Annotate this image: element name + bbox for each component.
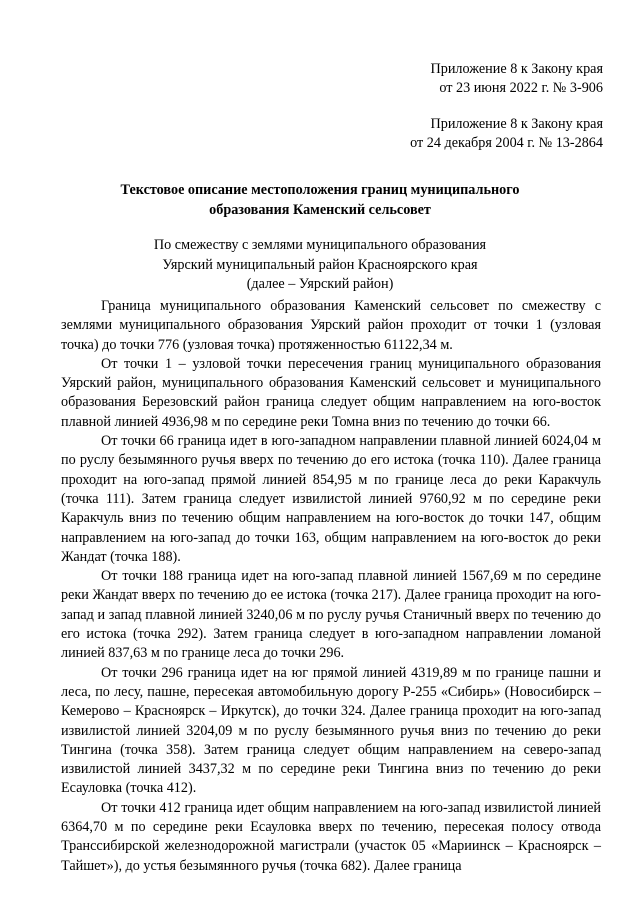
- section-heading-line-1: По смежеству с землями муниципального образования: [153, 237, 487, 253]
- appendix-line: Приложение 8 к Закону края: [430, 61, 603, 77]
- body-paragraph: Граница муниципального образования Каменский сельсовет по смежеству с землями муниципального образования Уярский район проходит от точки 1 (узловая точка) до точки 776 (узловая точка) протяженностью 61122,34 м.: [61, 298, 601, 353]
- appendix-date-line: от 23 июня 2022 г. № 3-906: [439, 80, 603, 96]
- section-heading-line-3: (далее – Уярский район): [246, 276, 394, 292]
- appendix-reference-current: [431, 60, 604, 98]
- body-paragraph: От точки 1 – узловой точки пересечения границ муниципального образования Уярский район, муниципального образования Каменский сельсовет и муниципального образования Березовский район граница следует общим направлением на юго-восток плавной линией 4936,98 м по середине реки Томна вниз по течению до точки 66.: [61, 355, 601, 430]
- body-paragraph: От точки 296 граница идет на юг прямой линией 4319,89 м по границе пашни и леса, по лесу, пашне, пересекая автомобильную дорогу Р-255 «Сибирь» (Новосибирск – Кемерово – Красноярск – Иркутск), до точки 324. Далее граница проходит на юго-запад извилистой линией 3204,09 м по руслу безымянного ручья вниз по течению до реки Тингина (точка 358). Затем граница следует общим направлением на северо-запад извилистой линией 3437,32 м по середине реки Тингина вниз по течению до реки Есауловка (точка 412).: [61, 664, 601, 797]
- section-heading: [0, 236, 640, 295]
- document-body: [61, 297, 601, 876]
- body-paragraph: От точки 412 граница идет общим направлением на юго-запад извилистой линией 6364,70 м по середине реки Есауловка вверх по течению, пересекая полосу отвода Транссибирской железнодорожной магистрали (участок 05 «Мариинск – Красноярск – Тайшет»), до устья безымянного ручья (точка 682). Далее граница: [61, 799, 601, 874]
- appendix-line: Приложение 8 к Закону края: [430, 116, 603, 132]
- body-paragraph: От точки 66 граница идет в юго-западном направлении плавной линией 6024,04 м по руслу безымянного ручья вверх по течению до его истока (точка 110). Далее граница проходит на юго-запад прямой линией 854,95 м по границе леса до реки Каракчуль (точка 111). Затем граница следует извилистой линией 9760,92 м по середине реки Каракчуль вниз по течению общим направлением на юго-восток до точки 147, общим направлением на юго-запад до точки 163, общим направлением на юго-восток до реки Жандат (точка 188).: [61, 433, 601, 565]
- title-line-1: Текстовое описание местоположения границ муниципального: [120, 182, 520, 198]
- appendix-reference-original: [410, 115, 603, 153]
- body-paragraph: От точки 188 граница идет на юго-запад плавной линией 1567,69 м по середине реки Жандат вверх по течению до ее истока (точка 217). Далее граница проходит на юго-запад и запад плавной линией 3240,06 м по руслу ручья Станичный вверх по течению до его истока (точка 292). Затем граница следует в юго-западном направлении ломаной линией 837,63 м по границе леса до точки 296.: [61, 568, 601, 662]
- document-title: [0, 181, 640, 220]
- section-heading-line-2: Уярский муниципальный район Красноярского края: [162, 256, 478, 273]
- appendix-date-line: от 24 декабря 2004 г. № 13-2864: [410, 135, 603, 151]
- title-line-2: образования Каменский сельсовет: [209, 201, 431, 218]
